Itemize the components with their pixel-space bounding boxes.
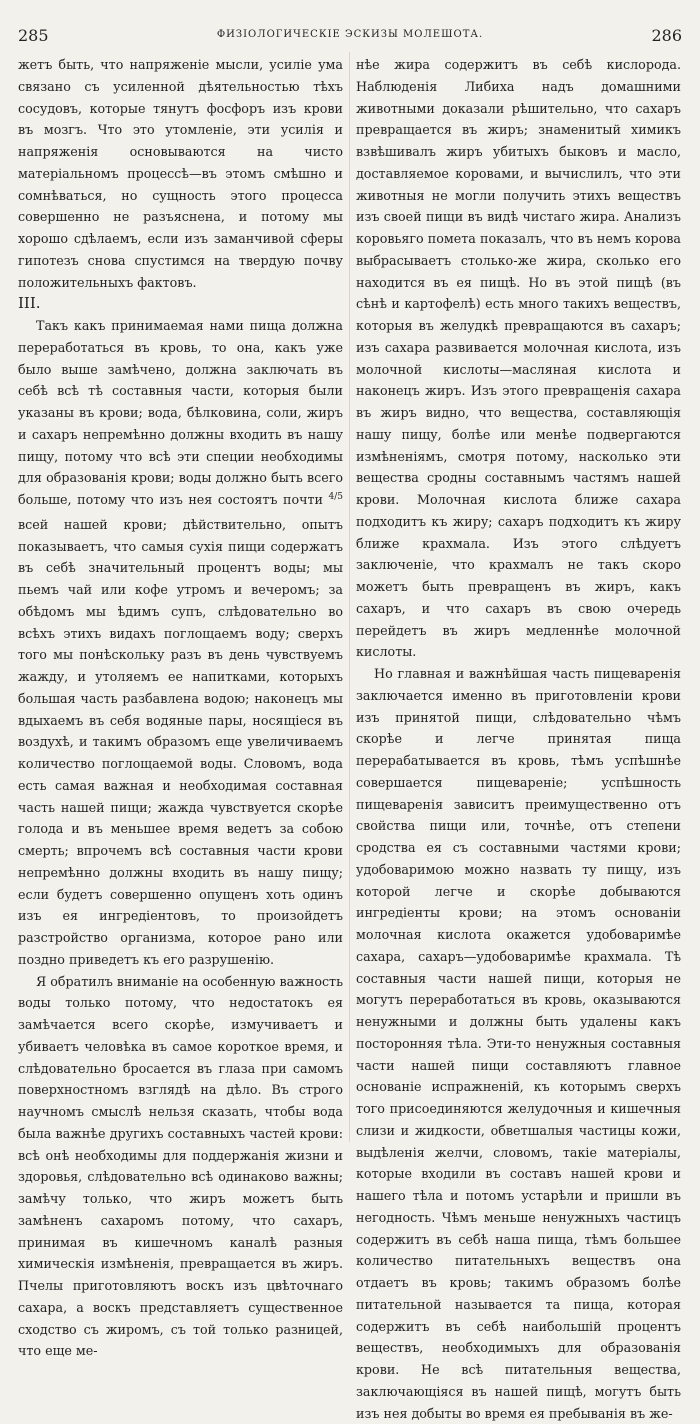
column-divider <box>349 52 350 1142</box>
running-title: ФИЗІОЛОГИЧЕСКІЕ ЭСКИЗЫ МОЛЕШОТА. <box>216 29 484 40</box>
left-paragraph-2a: Такъ какъ принимаемая нами пища должна переработаться въ кровь, то она, какъ уже было выше замѣчено, должна заключать въ себѣ всѣ тѣ составныя части, которыя были указаны въ крови; вода, бѣлковина, соли, жиръ и сахаръ непремѣнно должны входить въ нашу пищу, потому что всѣ эти специи необходимы для образованія крови; воды должно быть всего больше, потому что изъ нея состоятъ почти <box>18 318 343 507</box>
section-heading: III. <box>18 294 41 313</box>
left-paragraph-2b: всей нашей крови; дѣйствительно, опытъ показываетъ, что самыя сухія пищи содержатъ въ себѣ значительный процентъ воды; мы пьемъ чай или кофе утромъ и вечеромъ; за обѣдомъ мы ѣдимъ супъ, слѣдовательно во всѣхъ этихъ видахъ поглощаемъ воду; сверхъ того мы понѣскольку разъ въ день чувствуемъ жажду, и утоляемъ ее напитками, которыхъ большая часть разбавлена водою; наконецъ мы вдыхаемъ въ себя водяные пары, носящіеся въ воздухѣ, и такимъ образомъ еще увеличиваемъ количество поглощаемой воды. Словомъ, вода есть самая важная и необходимая составная часть нашей пищи; жажда чувствуется скорѣе голода и въ меньшее время ведетъ за собою смерть; впрочемъ всѣ составныя части крови непремѣнно должны входить въ нашу пищу; если будетъ совершенно опущенъ хоть одинъ изъ ея ингредіентовъ, то произойдетъ разстройство организма, которое рано или поздно приведетъ къ его разрушенію. <box>18 516 343 967</box>
left-paragraph-2 <box>18 315 343 971</box>
fraction-mark: 4/5 <box>328 492 343 502</box>
right-paragraph-1: нѣе жира содержитъ въ себѣ кислорода. Наблюденія Либиха надъ домашними животными доказали рѣшительно, что сахаръ превращается въ жиръ; знаменитый химикъ взвѣшивалъ жиръ убитыхъ быковъ и масло, доставляемое коровами, и вычислилъ, что эти животныя не могли получить этихъ веществъ изъ своей пищи въ видѣ чистаго жира. Анализъ коровьяго помета показалъ, что въ немъ корова выбрасываетъ столько-же жира, сколько его находится въ ея пищѣ. Но въ этой пищѣ (въ сѣнѣ и картофелѣ) есть много такихъ веществъ, которыя въ желудкѣ превращаются въ сахаръ; изъ сахара развивается молочная кислота, изъ молочной кислоты—масляная кислота и наконецъ жиръ. Изъ этого превращенія сахара въ жиръ видно, что вещества, составляющія нашу пищу, болѣе или менѣе подвергаются измѣненіямъ, смотря потому, насколько эти вещества сродны составнымъ частямъ нашей крови. Молочная кислота ближе сахара подходитъ къ жиру; сахаръ подходитъ къ жиру ближе крахмала. Изъ этого слѣдуетъ заключеніе, что крахмалъ не такъ скоро можетъ быть превращенъ въ жиръ, какъ сахаръ, и что сахаръ въ свою очередь перейдетъ въ жиръ медленнѣе молочной кислоты. <box>356 57 681 660</box>
page-header <box>18 26 682 48</box>
right-column <box>356 54 681 1424</box>
right-paragraph-2: Но главная и важнѣйшая часть пищеваренія заключается именно въ приготовленіи крови изъ принятой пищи, слѣдовательно чѣмъ скорѣе и легче принятая пища перерабатывается въ кровь, тѣмъ успѣшнѣе совершается пищевареніе; успѣшность пищеваренія зависитъ преимущественно отъ свойства пищи или, точнѣе, отъ степени сродства ея съ составными частями крови; удобоваримою можно назвать ту пищу, изъ которой легче и скорѣе добываются ингредіенты крови; на этомъ основаніи молочная кислота окажется удобоваримѣе сахара, сахаръ—удобоваримѣе крахмала. Тѣ составныя части нашей пищи, которыя не могутъ переработаться въ кровь, оказываются ненужными и должны быть удалены какъ посторонняя тѣла. Эти-то ненужныя составныя части нашей пищи составляютъ главное основаніе испражненій, къ которымъ сверхъ того присоединяются желудочныя и кишечныя слизи и жидкости, обветшалыя частицы кожи, выдѣленія желчи, словомъ, такіе матеріалы, которые входили въ составъ нашей крови и нашего тѣла и потомъ устарѣли и пришли въ негодность. Чѣмъ меньше ненужныхъ частицъ содержитъ въ себѣ наша пища, тѣмъ большее количество питательныхъ веществъ она отдаетъ въ кровь; такимъ образомъ болѣе питательной называется та пища, которая содержитъ въ себѣ наибольшій процентъ веществъ, необходимыхъ для образованія крови. Не всѣ питательныя вещества, заключающіяся въ нашей пищѣ, могутъ быть изъ нея добыты во время ея пребыванія въ же- <box>356 666 681 1421</box>
left-paragraph-1: жетъ быть, что напряженіе мысли, усиліе ума связано съ усиленной дѣятельностью тѣхъ сосудовъ, которые тянутъ фосфоръ изъ крови въ мозгъ. Что это утомленіе, эти усилія и напряженія основываются на чисто матеріальномъ процессѣ—въ этомъ смѣшно и сомнѣваться, но сущность этого процесса совершенно не разъяснена, и потому мы хорошо сдѣлаемъ, если изъ заманчивой сферы гипотезъ снова спустимся на твердую почву положительныхъ фактовъ. <box>18 57 343 290</box>
page-number-right: 286 <box>651 26 682 45</box>
left-column <box>18 54 343 1362</box>
page-number-left: 285 <box>18 26 49 45</box>
left-paragraph-3: Я обратилъ вниманіе на особенную важность воды только потому, что недостатокъ ея замѣчается всего скорѣе, измучиваетъ и убиваетъ человѣка въ самое короткое время, и слѣдовательно бросается въ глаза при самомъ поверхностномъ взглядѣ на дѣло. Въ строго научномъ смыслѣ нельзя сказать, чтобы вода была важнѣе другихъ составныхъ частей крови: всѣ онѣ необходимы для поддержанія жизни и здоровья, слѣдовательно всѣ одинаково важны; замѣчу только, что жиръ можетъ быть замѣненъ сахаромъ потому, что сахаръ, принимая въ кишечномъ каналѣ разныя химическія измѣненія, превращается въ жиръ. Пчелы приготовляютъ воскъ изъ цвѣточнаго сахара, а воскъ представляетъ существенное сходство съ жиромъ, съ той только разницей, что еще ме- <box>18 973 343 1359</box>
